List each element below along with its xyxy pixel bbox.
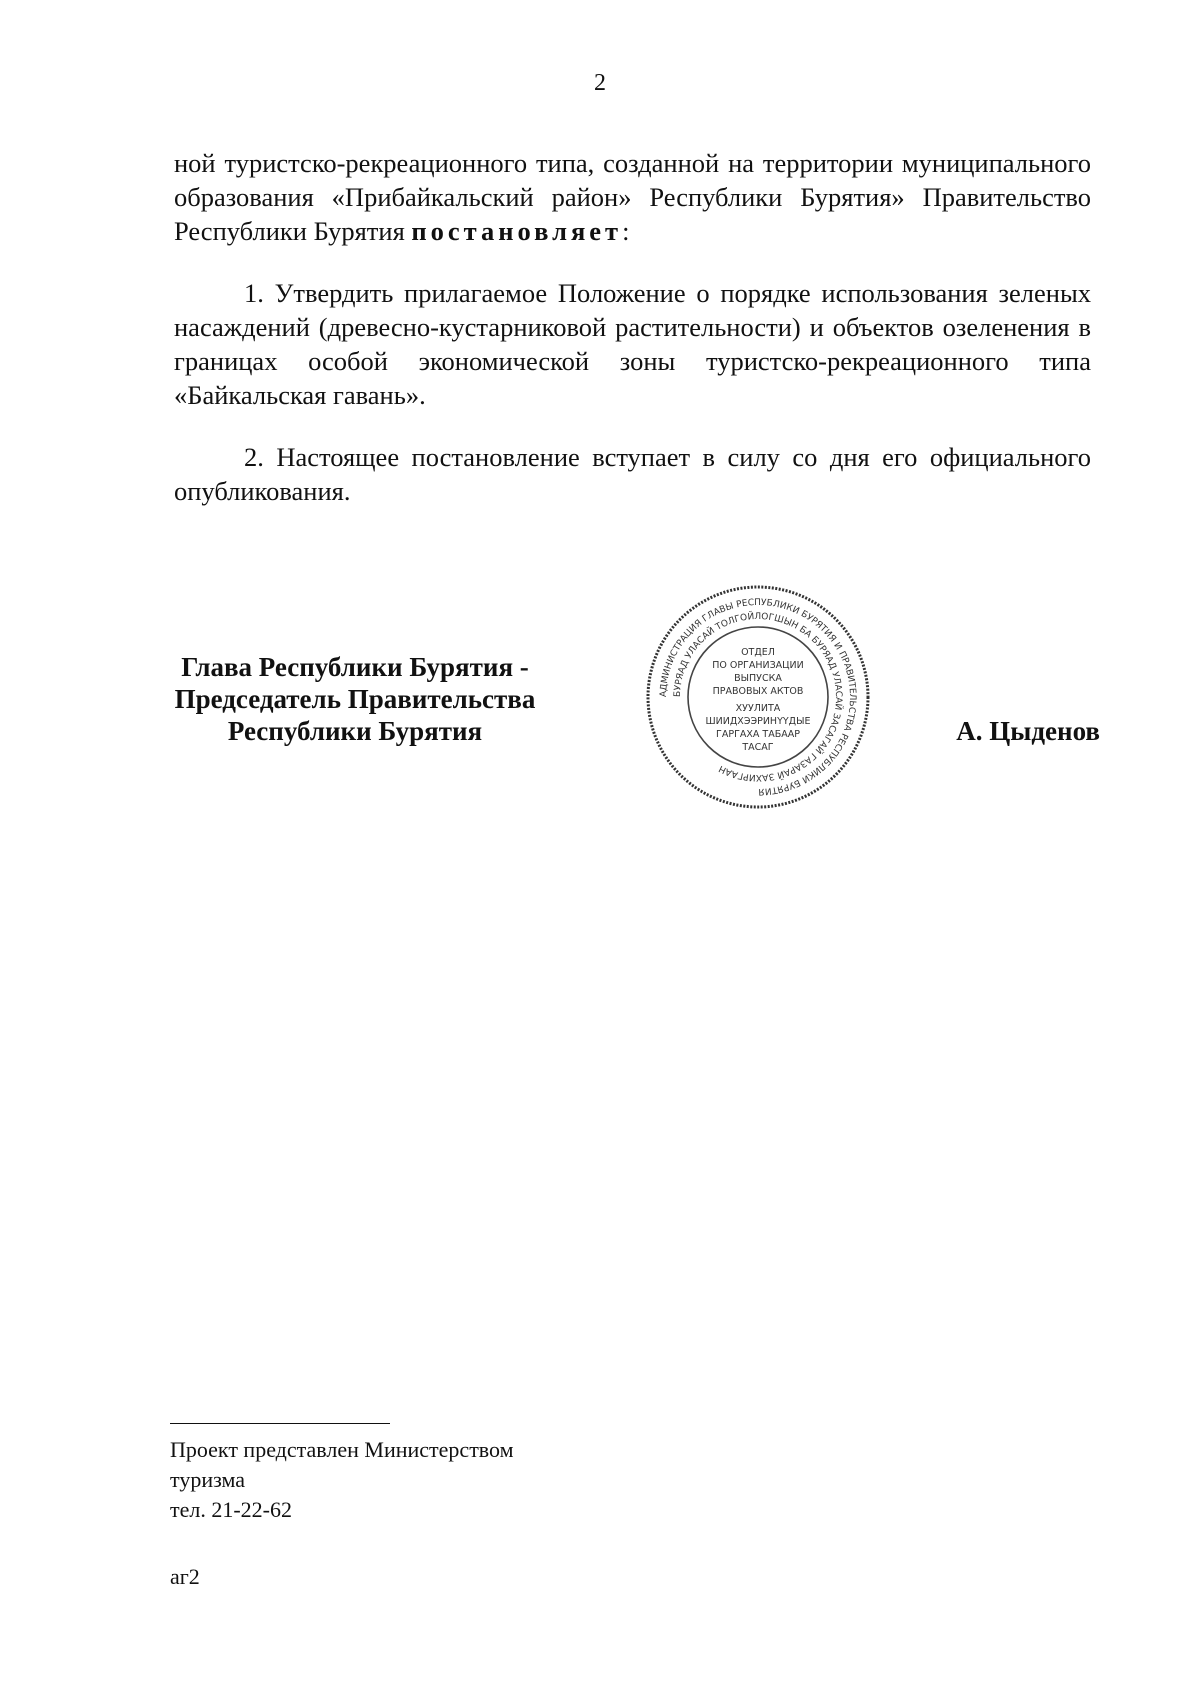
signatory-title-line: Председатель Правительства (174, 684, 536, 714)
footnote-line: туризма (170, 1467, 246, 1492)
footnote-divider (170, 1423, 390, 1424)
stamp-center-line: ТАСАГ (742, 742, 774, 753)
preamble-text: ной туристско-рекреационного типа, созданной на территории муниципального образования «Прибайкальский район» Республики Бурятия» Правительство Республики Бурятия (174, 148, 1091, 246)
stamp-inner-ring-text: БУРЯАД УЛАСАЙ ТОЛГОЙЛОГШЫН БА БУРЯАД УЛАСАЙ ЗАСАГАЙ ГАЗАРАЙ ЗАХИРГААН (672, 611, 844, 783)
signer-name: А. Цыденов (956, 716, 1100, 746)
page-number: 2 (594, 70, 606, 96)
stamp-center-line: ГАРГАХА ТАБААР (716, 729, 800, 740)
stamp-center-line: ОТДЕЛ (741, 647, 775, 658)
footnote-line: Проект представлен Министерством (170, 1437, 514, 1462)
stamp-center-line: ХУУЛИТА (735, 703, 781, 714)
preamble-paragraph (174, 146, 1091, 248)
resolves-keyword: постановляет (411, 216, 623, 246)
official-seal-stamp (643, 582, 873, 812)
stamp-center-line: ПО ОРГАНИЗАЦИИ (712, 660, 804, 671)
clause-2-paragraph: 2. Настоящее постановление вступает в силу со дня его официального опубликования. (174, 442, 1091, 506)
signatory-title-line: Глава Республики Бурятия - (181, 652, 529, 682)
preamble-colon: : (622, 216, 630, 246)
stamp-center-line: ПРАВОВЫХ АКТОВ (712, 686, 804, 697)
stamp-center-line: ШИИДХЭЭРИНҮҮДЫЕ (705, 716, 811, 727)
footnote (170, 1435, 514, 1525)
signatory-title-line: Республики Бурятия (227, 716, 483, 746)
signatory-title (150, 651, 560, 747)
footnote-phone: тел. 21-22-62 (170, 1497, 293, 1522)
clause-1-paragraph: 1. Утвердить прилагаемое Положение о порядке использования зеленых насаждений (древесно-кустарниковой растительности) и объектов озеленения в границах особой экономической зоны туристско-рекреационного типа «Байкальская гавань». (174, 278, 1091, 410)
stamp-center-line: ВЫПУСКА (734, 673, 782, 684)
document-code: аг2 (170, 1564, 200, 1589)
stamp-ring-text: АДМИНИСТРАЦИЯ ГЛАВЫ РЕСПУБЛИКИ БУРЯТИЯ И ПРАВИТЕЛЬСТВА РЕСПУБЛИКИ БУРЯТИЯ (658, 597, 858, 797)
